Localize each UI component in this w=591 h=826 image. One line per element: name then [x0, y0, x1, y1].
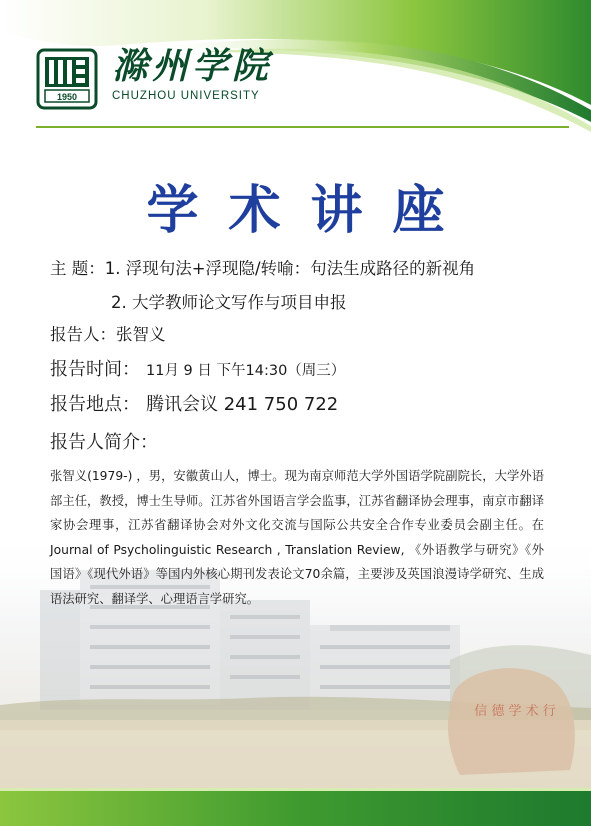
logo-wordmark	[112, 44, 282, 102]
time-value: 11月 9 日 下午14:30（周三）	[146, 363, 346, 379]
place-label: 报告地点：	[50, 394, 140, 415]
footer-band	[0, 788, 591, 826]
speaker: 报告人：张智义	[50, 325, 166, 344]
topic-line-2: 2. 大学教师论文写作与项目申报	[111, 293, 347, 312]
place-row	[50, 394, 338, 416]
page-title: 学术讲座	[146, 181, 475, 241]
topic-line-1: 主 题：1. 浮现句法+浮现隐/转喻：句法生成路径的新视角	[50, 259, 476, 278]
place-value: 腾讯会议 241 750 722	[146, 394, 339, 415]
speaker-bio: 张智义(1979-) ，男，安徽黄山人，博士。现为南京师范大学外国语学院副院长，大学外语部主任，教授，博士生导师。江苏省外国语言学会监事，江苏省翻译协会理事，南京市翻译家协会理事，江苏省翻译协会对外文化交流与国际公共安全合作专业委员会副主任。在Journal of Psycholinguistic Research , Translation Review, 《外语教学与研究》《外国语》《现代外语》等国内外核心期刊发表论文70余篇，主要涉及英国浪漫诗学研究、生成语法研究、翻译学、心理语言学研究。	[50, 469, 544, 606]
time-row	[50, 359, 345, 382]
university-emblem-icon	[36, 48, 98, 110]
logo-english: CHUZHOU UNIVERSITY	[112, 90, 260, 102]
header-rule	[36, 126, 569, 128]
emblem-year: 1950	[56, 92, 78, 102]
bio-heading: 报告人简介：	[50, 432, 158, 453]
stone-inscription: 信 德 学 术 行	[474, 704, 556, 719]
logo-chinese: 滁州学院	[112, 45, 273, 87]
time-label: 报告时间：	[50, 359, 140, 380]
